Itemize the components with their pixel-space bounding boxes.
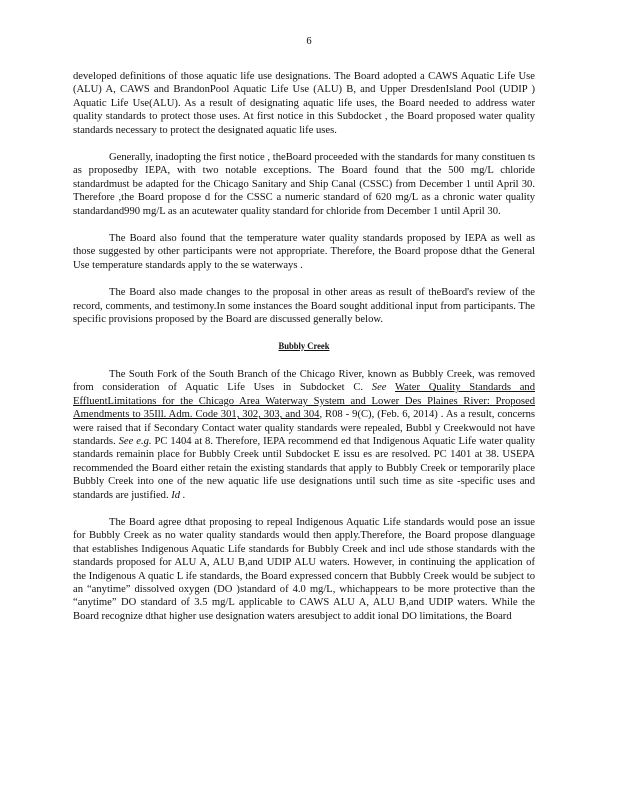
case-citation: Water Quality Standards and EffluentLimitations for the Chicago Area Waterway System and Lower Des Plaines River: Proposed Amendments to 35Ill. Adm. Code 301, 302, 303, and 304	[73, 382, 536, 421]
section-heading-bubbly-creek: Bubbly Creek	[278, 341, 330, 352]
bubbly-lead-text: The South Fork of the South Branch of the Chicago River, known as Bubbly Creek, was removed from consideration of Aquatic Life Uses in Subdocket C.	[73, 368, 535, 394]
paragraph-first-notice: Generally, inadopting the first notice , theBoard proceeded with the standards for many constituen ts as proposedby IEPA, with two notable exceptions. The Board found that the 500 mg/L chloride standardmust be adapted for the Chicago Sanitary and Ship Canal (CSSC) from December 1 until April 30. Therefore ,the Board propose d for the CSSC a numeric standard of 620 mg/L as a chronic water quality standardand990 mg/L as an acutewater quality standard for chloride from December 1 until April 30.	[73, 152, 535, 217]
page-number: 6	[306, 36, 312, 47]
citation-followup-text: , R08 - 9(C), (Feb. 6, 2014) . As a result, concerns were raised that if Secondary Contact water quality standards were repealed, Bubbl y Creekwould not have standards.	[73, 409, 536, 447]
paragraph-bubbly-creek-standards: The Board agree dthat proposing to repeal Indigenous Aquatic Life standards would pose an issue for Bubbly Creek as no water quality standards would then apply.Therefore, the Board propose dlanguage that establishes Indigenous Aquatic Life standards for Bubbly Creek and incl ude sthose standards with the standards proposed for ALU A, ALU B,and UDIP ALU waters. However, in continuing the application of the Indigenous A quatic L ife standards, the Board expressed concern that Bubbly Creek would be subject to an “anytime” dissolved oxygen (DO )standard of 4.0 mg/L, whichappears to be more protective than the “anytime” DO standard of 3.5 mg/L applicable to CAWS ALU A, ALU B,and UDIP waters. While the Board recognize dthat higher use designation waters aresubject to addit ional DO limitations, the Board	[73, 516, 535, 622]
id-signal: Id .	[171, 489, 186, 501]
document-body	[73, 70, 535, 637]
paragraph-bubbly-creek-history	[73, 368, 535, 502]
see-eg-signal: See e.g.	[118, 435, 152, 447]
paragraph-other-changes: The Board also made changes to the proposal in other areas as result of theBoard's review of the record, comments, and testimony.In some instances the Board sought additional input from participants. The specific provisions proposed by the Board are discussed generally below.	[73, 287, 535, 326]
recommendations-text: PC 1404 at 8. Therefore, IEPA recommend ed that Indigenous Aquatic Life water quality standards remainin place for Bubbly Creek until Subdocket E issu es are resolved. PC 1401 at 38. USEPA recommended the Board either retain the existing standards that apply to Bubbly Creek or temporarily place Bubbly Creek into one of the new aquatic life use designations until such time as site -specific uses and standards are justified.	[73, 435, 535, 501]
paragraph-aquatic-life-uses: developed definitions of those aquatic life use designations. The Board adopted a CAWS Aquatic Life Use (ALU) A, CAWS and BrandonPool Aquatic Life Use (ALU) B, and Upper DresdenIsland Pool (UDIP ) Aquatic Life Use(ALU). As a result of designating aquatic life uses, the Board needed to address water quality standards to protect those uses. At first notice in this Subdocket , the Board proposed water quality standards necessary to protect the designated aquatic life uses.	[73, 71, 535, 136]
see-signal: See	[371, 382, 387, 394]
paragraph-temperature: The Board also found that the temperature water quality standards proposed by IEPA as well as those suggested by other participants were not appropriate. Therefore, the Board propose dthat the General Use temperature standards apply to the se waterways .	[73, 233, 535, 271]
